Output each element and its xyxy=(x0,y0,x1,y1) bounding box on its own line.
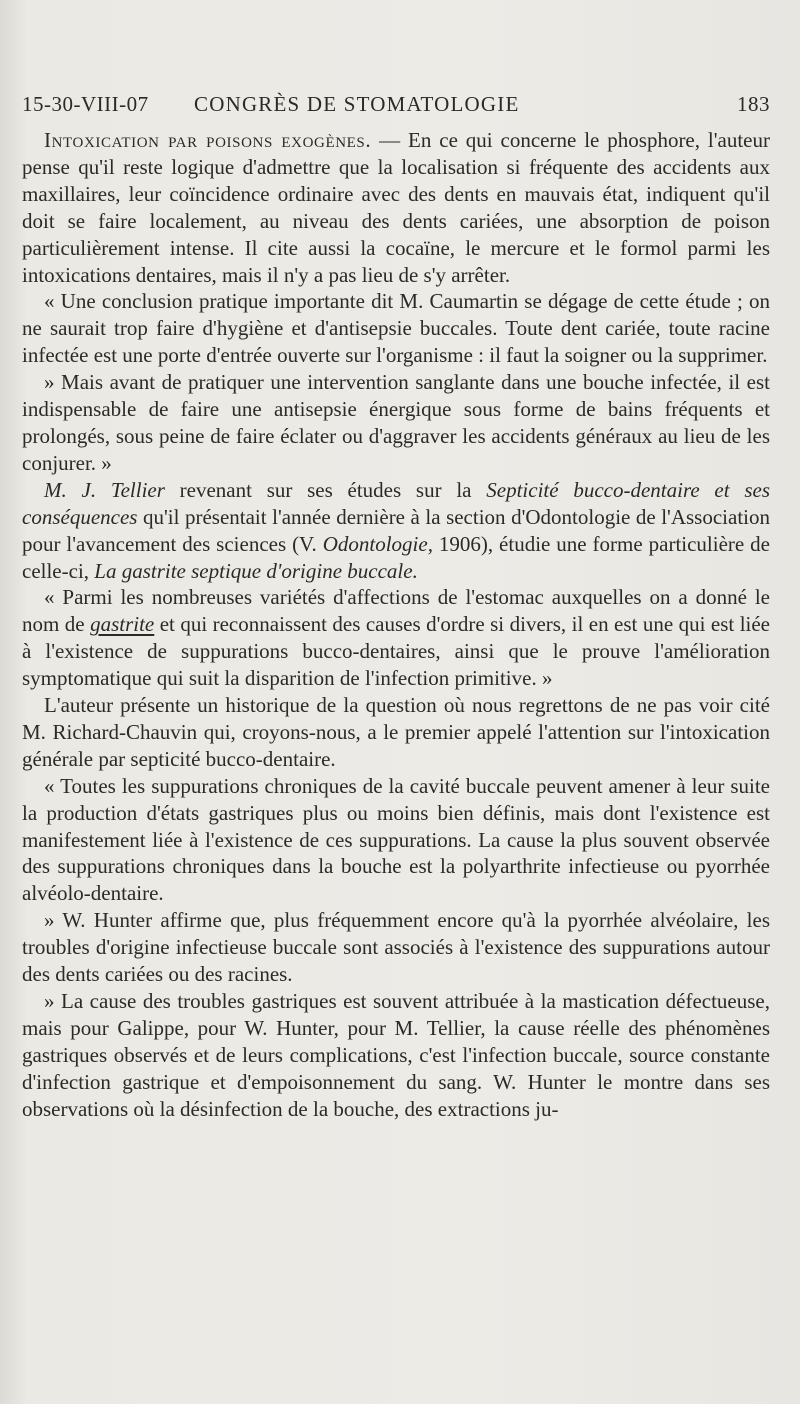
paragraph-hunter: » W. Hunter affirme que, plus fréquemment encore qu'à la pyorrhée alvéolaire, les troubles d'origine infectieuse buccale sont associés à l'existence des suppurations autour des dents cariées ou des racines. xyxy=(22,908,770,987)
paragraph-text: « Parmi les nombreuses variétés d'affections de l'estomac auxquelles on a donné le nom de xyxy=(22,585,770,637)
paragraph-conclusion: « Une conclusion pratique importante dit M. Caumartin se dégage de cette étude ; on ne saurait trop faire d'hygiène et d'antisepsie buccales. Toute dent cariée, toute racine infectée est une porte d'entrée ouverte sur l'organisme : il faut la soigner ou la supprimer. xyxy=(22,289,770,368)
paragraph-tellier xyxy=(22,477,770,585)
author-name: M. J. Tellier xyxy=(44,477,165,502)
paragraph-gastrite xyxy=(22,584,770,692)
header-date: 15-30-VIII-07 xyxy=(22,92,149,116)
paragraph-troubles: » La cause des troubles gastriques est souvent attribuée à la mastication défectueuse, mais pour Galippe, pour W. Hunter, pour M. Tellier, la cause réelle des phénomènes gastriques observés et de leurs complications, c'est l'infection buccale, source constante d'infection gastrique et d'empoisonnement du sang. W. Hunter le montre dans ses observations où la désinfection de la bouche, des extractions ju- xyxy=(22,989,770,1121)
paragraph-historique: L'auteur présente un historique de la question où nous regrettons de ne pas voir cité M. Richard-Chauvin qui, croyons-nous, a le premier appelé l'attention sur l'intoxication générale par septicité bucco-dentaire. xyxy=(22,693,770,771)
work-title: Septicité bucco-dentaire et ses conséquences xyxy=(22,477,770,529)
paragraph-text: revenant sur ses études sur la xyxy=(164,477,487,502)
paragraph-text: qu'il présentait l'année dernière à la section d'Odontologie de l'Association pour l'avancement des sciences (V. xyxy=(22,504,770,556)
paragraph-text: 1906), étudie une forme particulière de celle-ci, xyxy=(22,531,770,583)
header-title: CONGRÈS DE STOMATOLOGIE xyxy=(194,92,520,116)
section-heading: Intoxication par poisons exogènes. xyxy=(44,128,372,152)
running-header xyxy=(22,92,770,120)
body-text xyxy=(22,127,770,1123)
paragraph-text: et qui reconnaissent des causes d'ordre si divers, il en est une qui est liée à l'existence de suppurations bucco-dentaires, ainsi que le prouve l'amélioration symptomatique qui suit la disparition de l'infection primitive. » xyxy=(22,612,771,691)
underlined-term: gastrite xyxy=(90,612,155,637)
paragraph-intervention: » Mais avant de pratiquer une intervention sanglante dans une bouche infectée, il est indispensable de faire une antisepsie énergique sous forme de bains fréquents et prolongés, sous peine de faire éclater ou d'aggraver les accidents généraux au lieu de les conjurer. » xyxy=(22,370,770,475)
paragraph-text: — En ce qui concerne le phosphore, l'auteur pense qu'il reste logique d'admettre que la localisation si fréquente des accidents aux maxillaires, leur coïncidence ordinaire avec des dents en mauvais état, indiquent qu'il doit se faire localement, au niveau des dents cariées, une absorption de poison particulièrement intense. Il cite aussi la cocaïne, le mercure et le formol parmi les intoxications dentaires, mais il n'y a pas lieu de s'y arrêter. xyxy=(22,128,770,287)
paragraph-intoxication xyxy=(22,127,770,288)
page-number: 183 xyxy=(737,92,770,116)
journal-title: Odontologie, xyxy=(322,531,433,556)
work-title: La gastrite septique d'origine buccale. xyxy=(94,558,418,583)
paragraph-suppurations: « Toutes les suppurations chroniques de la cavité buccale peuvent amener à leur suite la production d'états gastriques plus ou moins bien définis, mais dont l'existence est manifestement liée à l'existence de ces suppurations. La cause la plus souvent observée des suppurations chroniques dans la bouche est la polyarthrite infectieuse ou pyorrhée alvéolo-dentaire. xyxy=(22,773,770,906)
